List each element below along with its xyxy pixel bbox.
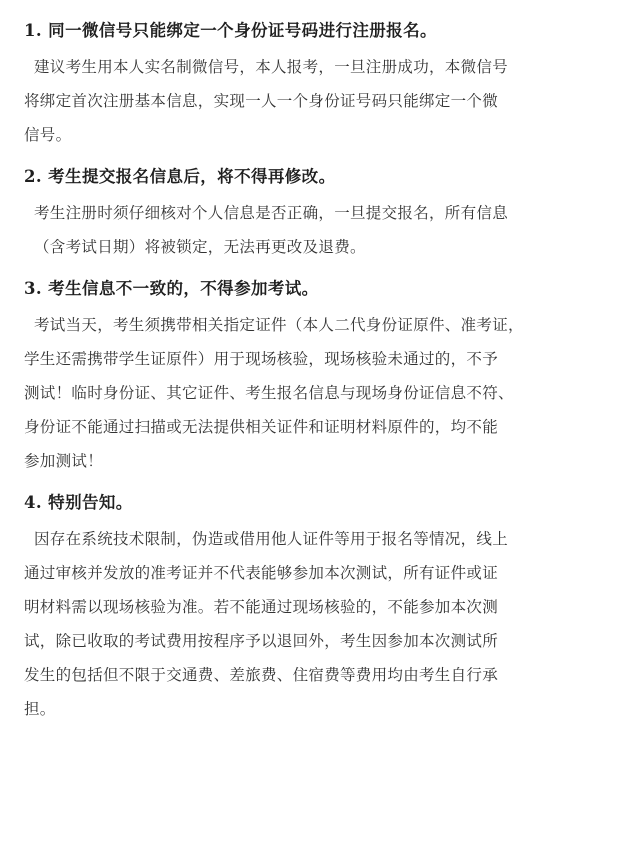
body-line: 将绑定首次注册基本信息，实现一人一个身份证号码只能绑定一个微: [24, 92, 499, 110]
body-line: 考生注册时须仔细核对个人信息是否正确，一旦提交报名，所有信息: [34, 204, 509, 222]
body-line: 试，除已收取的考试费用按程序予以退回外，考生因参加本次测试所: [24, 632, 499, 650]
section-body-3: [24, 308, 613, 478]
section-body-2: [24, 196, 613, 264]
body-line: 参加测试！: [24, 452, 104, 470]
section-body-4: [24, 522, 613, 726]
section-heading-2: 2. 考生提交报名信息后，将不得再修改。: [24, 167, 336, 186]
section-heading-3: 3. 考生信息不一致的，不得参加考试。: [24, 279, 319, 298]
body-line: 担。: [24, 700, 56, 718]
body-line: 测试！临时身份证、其它证件、考生报名信息与现场身份证信息不符、: [24, 384, 514, 402]
body-line: 考试当天，考生须携带相关指定证件（本人二代身份证原件、准考证，: [34, 316, 524, 334]
body-line: （含考试日期）将被锁定，无法再更改及退费。: [34, 238, 366, 256]
notice-section-2: [24, 162, 613, 264]
body-line: 信号。: [24, 126, 72, 144]
body-line: 通过审核并发放的准考证并不代表能够参加本次测试，所有证件或证: [24, 564, 499, 582]
notice-section-3: [24, 274, 613, 478]
notice-section-4: [24, 488, 613, 726]
body-line: 因存在系统技术限制，伪造或借用他人证件等用于报名等情况，线上: [34, 530, 509, 548]
section-heading-4: 4. 特别告知。: [24, 493, 133, 512]
section-body-1: [24, 50, 613, 152]
section-heading-1: 1. 同一微信号只能绑定一个身份证号码进行注册报名。: [24, 21, 437, 40]
body-line: 建议考生用本人实名制微信号，本人报考，一旦注册成功，本微信号: [34, 58, 509, 76]
body-line: 身份证不能通过扫描或无法提供相关证件和证明材料原件的，均不能: [24, 418, 499, 436]
body-line: 学生还需携带学生证原件）用于现场核验，现场核验未通过的，不予: [24, 350, 499, 368]
notice-section-1: [24, 16, 613, 152]
body-line: 明材料需以现场核验为准。若不能通过现场核验的，不能参加本次测: [24, 598, 499, 616]
body-line: 发生的包括但不限于交通费、差旅费、住宿费等费用均由考生自行承: [24, 666, 499, 684]
